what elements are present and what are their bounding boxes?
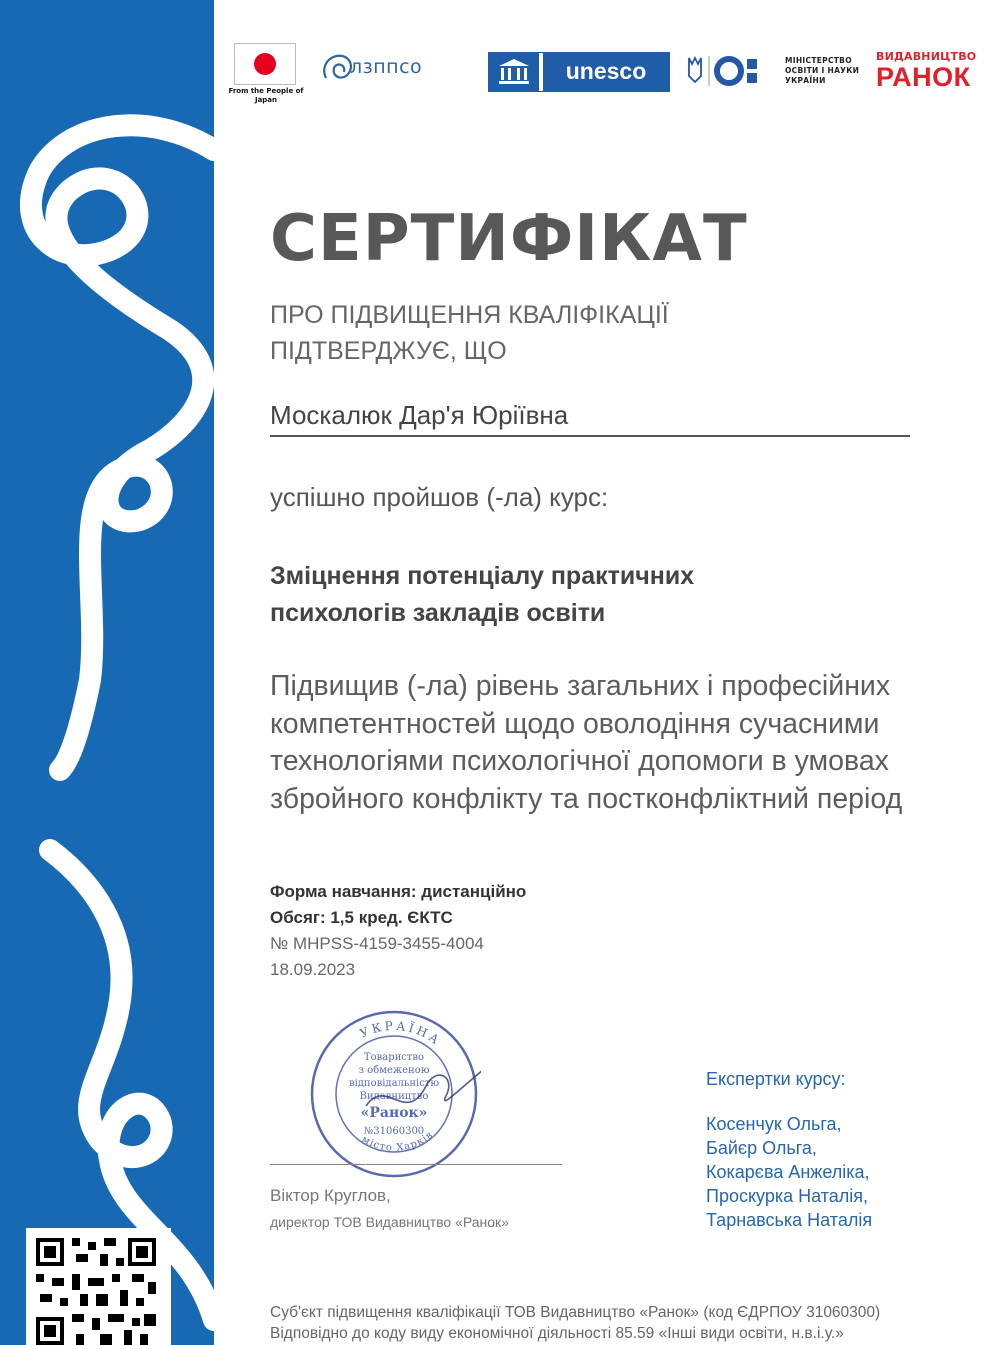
subtitle-line: ПРО ПІДВИЩЕННЯ КВАЛІФІКАЦІЇ — [270, 301, 669, 329]
expert-name: Кокарєва Анжеліка, — [706, 1162, 870, 1182]
stamp-top-text: УКРАЇНА — [357, 1018, 445, 1049]
expert-name: Байєр Ольга, — [706, 1138, 817, 1158]
company-stamp — [306, 1006, 481, 1181]
svg-text:УКРАЇНА — [358, 1019, 444, 1049]
description-line: технологіями психологічної допомоги в умовах — [270, 745, 889, 777]
unesco-text: unesco — [543, 53, 669, 91]
certificate-footer — [270, 1302, 980, 1344]
ministry-text: МІНІСТЕРСТВО ОСВІТИ І НАУКИ УКРАЇНИ — [785, 56, 860, 85]
svg-text:№31060300: №31060300 — [363, 1126, 425, 1137]
footer-line: Суб'єкт підвищення кваліфікації ТОВ Видавництво «Ранок» (код ЄДРПОУ 31060300) — [270, 1304, 881, 1321]
stamp-bottom-text: місто Харків — [359, 1129, 436, 1154]
ranok-top-text: ВИДАВНИЦТВО — [876, 50, 977, 63]
japan-caption: From the People of Japan — [228, 87, 304, 104]
study-form: Форма навчання: дистанційно — [270, 882, 527, 901]
qr-code[interactable] — [26, 1228, 171, 1345]
swirl-decoration — [0, 0, 214, 1345]
svg-text:відповідальністю: відповідальністю — [348, 1078, 440, 1089]
ranok-logo — [876, 50, 976, 90]
course-title — [270, 558, 870, 632]
ministry-logo — [685, 54, 860, 92]
certificate-number: № MHPSS-4159-3455-4004 — [270, 934, 484, 953]
footer-line: Відповідно до коду виду економічної діяльності 85.59 «Інші види освіти, н.в.і.у.» — [270, 1325, 844, 1342]
svg-text:Товариство: Товариство — [363, 1052, 425, 1063]
lzpps-text: лзппсо — [350, 56, 423, 78]
svg-text:«Ранок»: «Ранок» — [360, 1105, 428, 1121]
study-volume: Обсяг: 1,5 кред. ЄКТС — [270, 908, 453, 927]
signature-line — [270, 1164, 562, 1165]
svg-text:з обмеженою: з обмеженою — [358, 1065, 430, 1076]
recipient-name: Москалюк Дар'я Юріївна — [270, 400, 910, 437]
svg-text:Видавництво: Видавництво — [359, 1091, 429, 1102]
japan-flag-logo — [234, 43, 296, 85]
certificate-details — [270, 879, 526, 983]
signer-role: директор ТОВ Видавництво «Ранок» — [270, 1214, 509, 1230]
course-experts — [706, 1066, 976, 1232]
ranok-main-text: РАНОК — [876, 62, 971, 92]
expert-name: Тарнавська Наталія — [706, 1210, 873, 1230]
course-description — [270, 668, 970, 818]
description-line: Підвищив (-ла) рівень загальних і професійних — [270, 670, 891, 702]
unesco-logo — [488, 52, 670, 92]
partner-logos — [228, 40, 978, 110]
expert-name: Косенчук Ольга, — [706, 1114, 842, 1134]
decorative-band — [0, 0, 214, 1345]
certificate-subtitle — [270, 297, 870, 369]
experts-heading: Експертки курсу: — [706, 1069, 846, 1089]
certificate-date: 18.09.2023 — [270, 960, 356, 979]
lzpps-logo — [320, 52, 423, 92]
passed-text: успішно пройшов (-ла) курс: — [270, 482, 609, 512]
signer-name: Віктор Круглов, — [270, 1186, 391, 1205]
course-title-line: Зміцнення потенціалу практичних — [270, 562, 695, 590]
course-title-line: психологів закладів освіти — [270, 599, 606, 627]
description-line: компетентностей щодо оволодіння сучасними — [270, 707, 880, 740]
expert-name: Проскурка Наталія, — [706, 1186, 869, 1206]
temple-icon — [489, 53, 539, 91]
certificate-title: СЕРТИФІКАТ — [270, 202, 748, 276]
subtitle-line: ПІДТВЕРДЖУЄ, ЩО — [270, 337, 507, 365]
description-line: збройного конфлікту та постконфліктний період — [270, 782, 903, 815]
trident-icon — [685, 54, 781, 88]
